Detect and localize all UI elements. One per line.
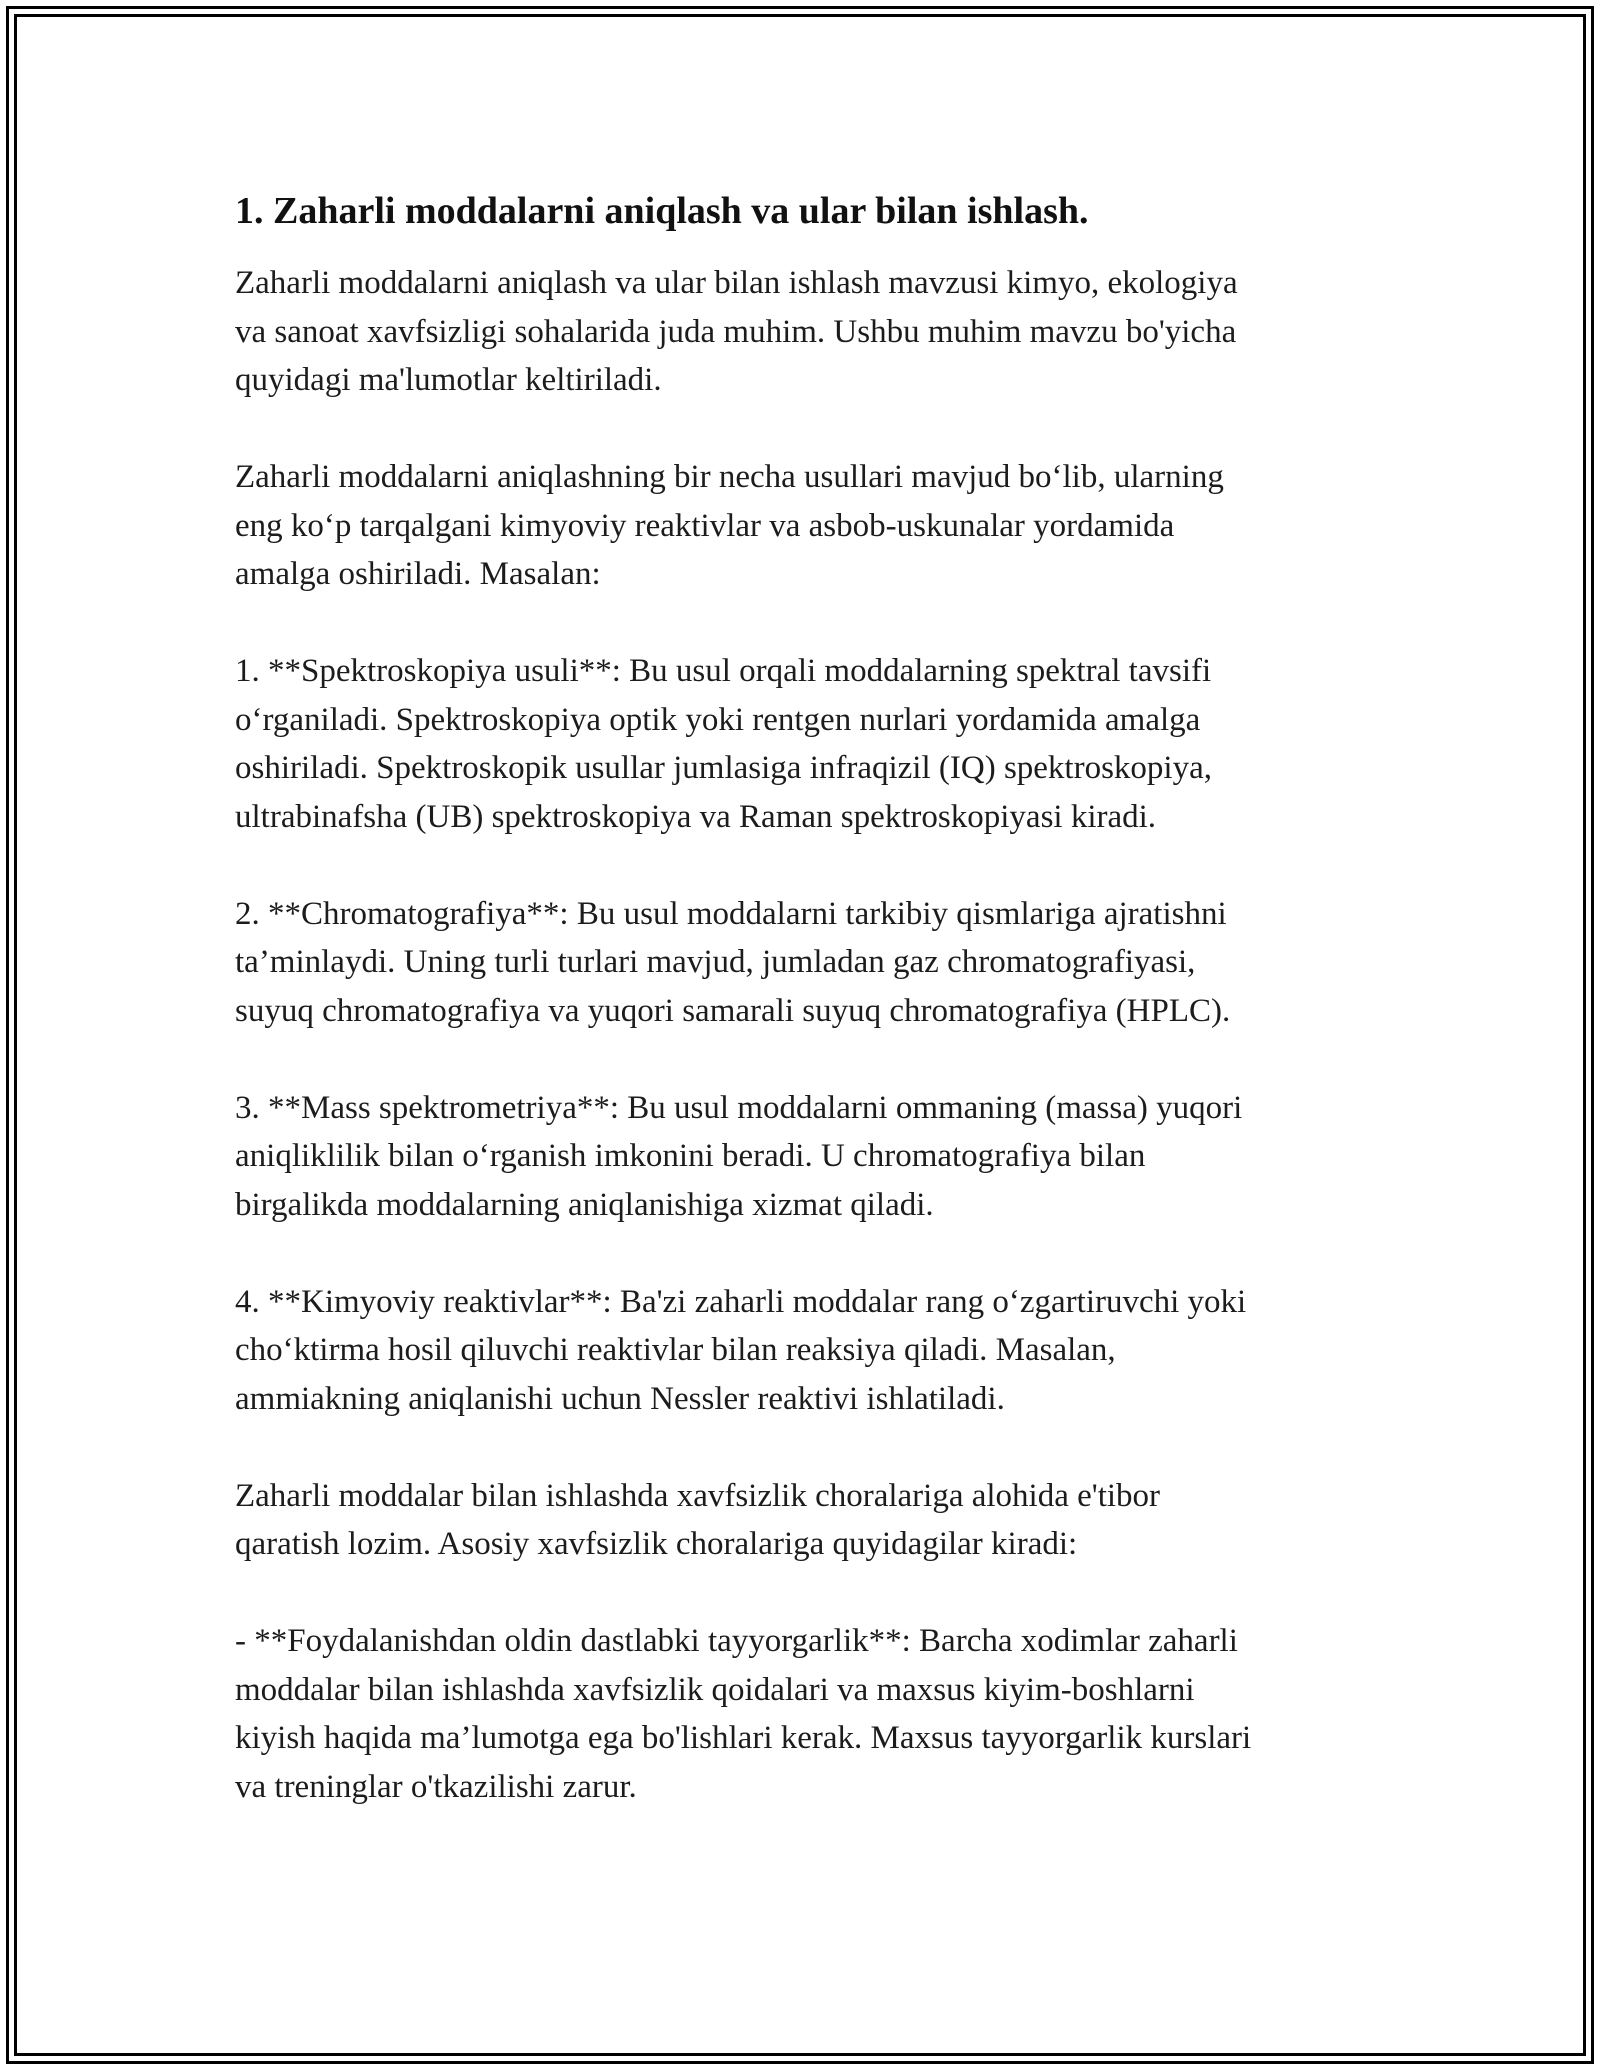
document-heading: 1. Zaharli moddalarni aniqlash va ular bilan ishlash. — [235, 190, 1089, 232]
paragraph-intro: Zaharli moddalarni aniqlash va ular bilan ishlash mavzusi kimyo, ekologiya va sanoat xavfsizligi sohalarida juda muhim. Ushbu muhim mavzu bo'yicha quyidagi ma'lumotlar keltiriladi. — [235, 265, 1238, 398]
paragraph-preparation: - **Foydalanishdan oldin dastlabki tayyorgarlik**: Barcha xodimlar zaharli moddalar bilan ishlashda xavfsizlik qoidalari va maxsus kiyim-boshlarni kiyish haqida ma’lumotga ega bo'lishlari kerak. Maxsus tayyorgarlik kurslari va treninglar o'tkazilishi zarur. — [235, 1623, 1252, 1805]
document-body — [235, 186, 1385, 1860]
paragraph-detection-methods: Zaharli moddalarni aniqlashning bir necha usullari mavjud bo‘lib, ularning eng ko‘p tarqalgani kimyoviy reaktivlar va asbob-uskunalar yordamida amalga oshiriladi. Masalan: — [235, 459, 1224, 592]
paragraph-mass-spectrometry: 3. **Mass spektrometriya**: Bu usul moddalarni ommaning (massa) yuqori aniqliklilik bilan o‘rganish imkonini beradi. U chromatografiya bilan birgalikda moddalarning aniqlanishiga xizmat qiladi. — [235, 1089, 1243, 1223]
paragraph-chromatography: 2. **Chromatografiya**: Bu usul moddalarni tarkibiy qismlariga ajratishni ta’minlaydi. Uning turli turlari mavjud, jumladan gaz chromatografiyasi, suyuq chromatografiya va yuqori samarali suyuq chromatografiya (HPLC). — [235, 895, 1231, 1029]
paragraph-safety-measures: Zaharli moddalar bilan ishlashda xavfsizlik choralariga alohida e'tibor qaratish lozim. Asosiy xavfsizlik choralariga quyidagilar kiradi: — [235, 1477, 1161, 1562]
paragraph-spectroscopy: 1. **Spektroskopiya usuli**: Bu usul orqali moddalarning spektral tavsifi o‘rganiladi. Spektroskopiya optik yoki rentgen nurlari yordamida amalga oshiriladi. Spektroskopik usullar jumlasiga infraqizil (IQ) spektroskopiya, ultrabinafsha (UB) spektroskopiya va Raman spektroskopiyasi kiradi. — [235, 653, 1212, 835]
paragraph-chemical-reagents: 4. **Kimyoviy reaktivlar**: Ba'zi zaharli moddalar rang o‘zgartiruvchi yoki cho‘ktirma hosil qiluvchi reaktivlar bilan reaksiya qiladi. Masalan, ammiakning aniqlanishi uchun Nessler reaktivi ishlatiladi. — [235, 1283, 1247, 1417]
